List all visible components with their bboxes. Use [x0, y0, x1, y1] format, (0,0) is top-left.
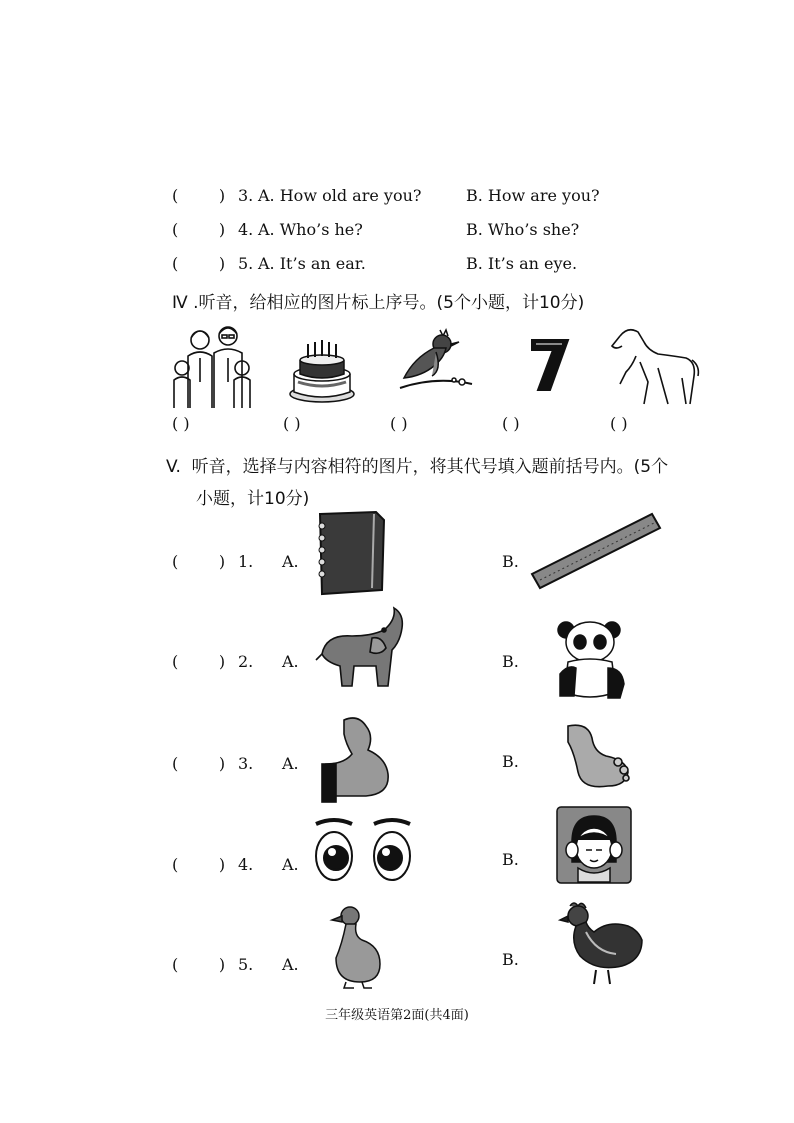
option-b-text: B. It’s an eye.: [466, 254, 578, 273]
arm-picture: [318, 714, 390, 804]
option-b-text: B. How are you?: [466, 186, 600, 205]
question-number: 4.: [238, 855, 254, 874]
option-a-text: A. It’s an ear.: [258, 254, 366, 273]
option-a-label: A.: [282, 552, 299, 571]
option-b-label: B.: [502, 850, 519, 869]
option-b-label: B.: [502, 752, 519, 771]
family-picture: [164, 318, 260, 412]
page-footer: 三年级英语第2面(共4面): [325, 1008, 469, 1023]
section-5-heading-line1: V. 听音，选择与内容相符的图片，将其代号填入题前括号内。(5个: [166, 457, 669, 477]
option-a-text: A. Who’s he?: [258, 220, 363, 239]
girl-ears-picture: [556, 806, 632, 884]
option-a-label: A.: [282, 955, 299, 974]
foot-picture: [560, 718, 634, 794]
question-number: 5.: [238, 254, 254, 273]
option-a-label: A.: [282, 652, 299, 671]
duck-picture: [328, 902, 384, 990]
option-b-label: B.: [502, 950, 519, 969]
option-b-label: B.: [502, 652, 519, 671]
picture-answer-paren[interactable]: ( ): [610, 414, 628, 433]
option-b-text: B. Who’s she?: [466, 220, 580, 239]
answer-paren[interactable]: ( ): [172, 754, 226, 773]
birthday-cake-picture: [286, 334, 358, 406]
panda-picture: [552, 618, 632, 702]
picture-answer-paren[interactable]: ( ): [283, 414, 301, 433]
book-picture: [312, 508, 388, 596]
number-seven-picture: [528, 336, 572, 394]
answer-paren[interactable]: ( ): [172, 186, 226, 205]
question-number: 3.: [238, 186, 254, 205]
answer-paren[interactable]: ( ): [172, 220, 226, 239]
eyes-picture: [312, 816, 414, 886]
question-number: 5.: [238, 955, 254, 974]
answer-paren[interactable]: ( ): [172, 652, 226, 671]
ruler-picture: [528, 508, 662, 596]
section-5-heading-line2: 小题，计10分): [196, 489, 310, 509]
picture-answer-paren[interactable]: ( ): [502, 414, 520, 433]
option-a-label: A.: [282, 754, 299, 773]
answer-paren[interactable]: ( ): [172, 254, 226, 273]
question-number: 1.: [238, 552, 254, 571]
option-a-text: A. How old are you?: [258, 186, 422, 205]
picture-answer-paren[interactable]: ( ): [172, 414, 190, 433]
option-a-label: A.: [282, 855, 299, 874]
hen-picture: [556, 896, 646, 988]
question-number: 4.: [238, 220, 254, 239]
answer-paren[interactable]: ( ): [172, 552, 226, 571]
picture-answer-paren[interactable]: ( ): [390, 414, 408, 433]
section-4-heading: Ⅳ .听音，给相应的图片标上序号。(5个小题，计10分): [172, 293, 585, 313]
question-number: 3.: [238, 754, 254, 773]
bird-picture: [396, 322, 476, 402]
option-b-label: B.: [502, 552, 519, 571]
answer-paren[interactable]: ( ): [172, 955, 226, 974]
answer-paren[interactable]: ( ): [172, 855, 226, 874]
elephant-picture: [314, 604, 408, 700]
question-number: 2.: [238, 652, 254, 671]
horse-picture: [606, 322, 702, 410]
